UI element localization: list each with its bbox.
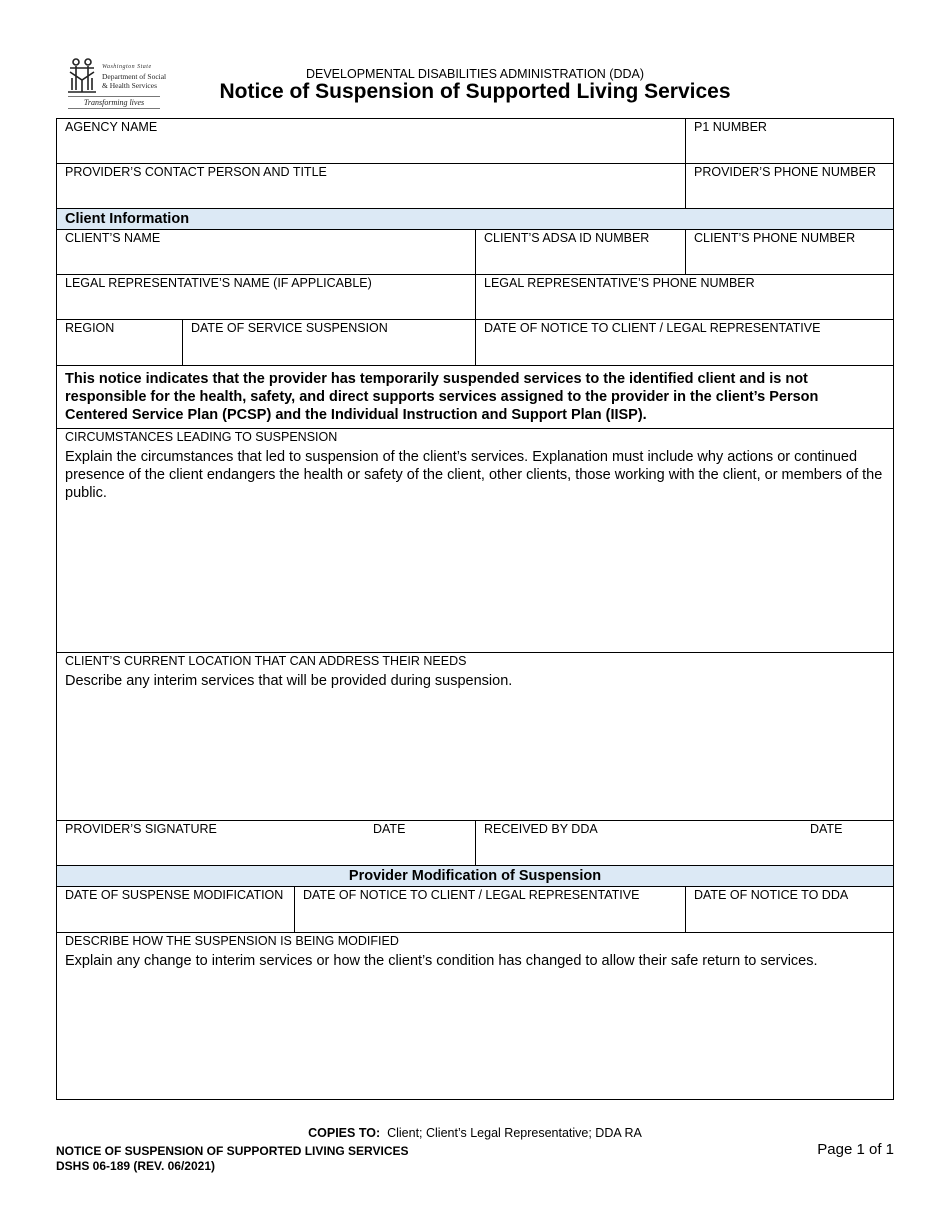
suspension-date-label: DATE OF SERVICE SUSPENSION (191, 321, 388, 335)
client-info-title: Client Information (65, 211, 190, 227)
modification-notice-dda-label: DATE OF NOTICE TO DDA (694, 888, 849, 902)
notice-date-label: DATE OF NOTICE TO CLIENT / LEGAL REPRESENTATIVE (484, 321, 821, 335)
provider-signature-field[interactable] (57, 821, 476, 865)
provider-phone-label: PROVIDER’S PHONE NUMBER (694, 165, 876, 179)
provider-phone-field[interactable] (685, 164, 893, 208)
describe-modification-label: DESCRIBE HOW THE SUSPENSION IS BEING MODIFIED (65, 934, 399, 948)
notice-date-field[interactable] (475, 320, 893, 365)
current-location-label: CLIENT’S CURRENT LOCATION THAT CAN ADDRESS THEIR NEEDS (65, 654, 467, 668)
dshs-logo-mark-icon (64, 56, 100, 96)
notice-statement (57, 366, 893, 429)
suspense-modification-date-label: DATE OF SUSPENSE MODIFICATION (65, 888, 284, 902)
provider-signature-date-label: DATE (373, 822, 406, 836)
client-phone-field[interactable] (685, 230, 893, 274)
suspension-form (56, 118, 894, 1100)
agency-name-heading: DEVELOPMENTAL DISABILITIES ADMINISTRATION (DDA) (305, 67, 645, 81)
row-agency (57, 119, 893, 164)
logo-dept-line2: & Health Services (102, 81, 157, 90)
describe-modification-field[interactable] (57, 933, 893, 1099)
modification-header (57, 866, 893, 887)
received-by-dda-field[interactable] (475, 821, 893, 865)
agency-name-label: AGENCY NAME (65, 120, 158, 134)
client-adsa-id-label: CLIENT’S ADSA ID NUMBER (484, 231, 650, 245)
legal-rep-phone-label: LEGAL REPRESENTATIVE’S PHONE NUMBER (484, 276, 755, 290)
client-adsa-id-field[interactable] (475, 230, 686, 274)
legal-rep-name-label: LEGAL REPRESENTATIVE’S NAME (IF APPLICABLE) (65, 276, 372, 290)
legal-rep-phone-field[interactable] (475, 275, 893, 319)
copies-to (200, 1126, 750, 1140)
copies-to-text: Client; Client’s Legal Representative; DDA RA (387, 1126, 642, 1140)
suspense-modification-date-field[interactable] (57, 887, 295, 932)
row-legal-rep (57, 275, 893, 320)
contact-person-field[interactable] (57, 164, 686, 208)
circumstances-field[interactable] (57, 429, 893, 653)
current-location-instructions: Describe any interim services that will be provided during suspension. (65, 673, 513, 689)
row-modification-dates (57, 887, 893, 933)
modification-notice-client-field[interactable] (294, 887, 686, 932)
logo-state: Washington State (102, 64, 152, 70)
current-location-field[interactable] (57, 653, 893, 821)
logo-dept-line1: Department of Social (102, 72, 167, 81)
client-info-header (57, 209, 893, 230)
contact-person-label: PROVIDER’S CONTACT PERSON AND TITLE (65, 165, 327, 179)
legal-rep-name-field[interactable] (57, 275, 476, 319)
form-name: NOTICE OF SUSPENSION OF SUPPORTED LIVING SERVICES (56, 1144, 409, 1158)
logo-tagline: Transforming lives (68, 96, 160, 109)
modification-notice-client-label: DATE OF NOTICE TO CLIENT / LEGAL REPRESENTATIVE (303, 888, 640, 902)
region-label: REGION (65, 321, 115, 335)
row-client-name (57, 230, 893, 275)
provider-signature-label: PROVIDER’S SIGNATURE (65, 822, 217, 836)
circumstances-label: CIRCUMSTANCES LEADING TO SUSPENSION (65, 430, 338, 444)
p1-number-label: P1 NUMBER (694, 120, 767, 134)
page-title: Notice of Suspension of Supported Living Services (219, 80, 731, 103)
client-phone-label: CLIENT’S PHONE NUMBER (694, 231, 856, 245)
p1-number-field[interactable] (685, 119, 893, 163)
form-identifier (56, 1144, 409, 1174)
region-field[interactable] (57, 320, 183, 365)
agency-name-field[interactable] (57, 119, 686, 163)
client-name-field[interactable] (57, 230, 476, 274)
suspension-date-field[interactable] (182, 320, 476, 365)
copies-to-label: COPIES TO: (308, 1126, 381, 1140)
notice-text: This notice indicates that the provider has temporarily suspended services to the identified client and is not responsible for the health, safety, and direct supports services assigned to the provider in the client’s Person Centered Service Plan (PCSP) and the Individual Instruction and Support Plan (IISP). (65, 371, 819, 423)
row-signatures (57, 821, 893, 866)
modification-notice-dda-field[interactable] (685, 887, 893, 932)
client-name-label: CLIENT’S NAME (65, 231, 161, 245)
describe-modification-instructions: Explain any change to interim services or how the client’s condition has changed to allow their safe return to services. (65, 953, 818, 969)
dshs-logo (64, 56, 167, 112)
circumstances-instructions: Explain the circumstances that led to suspension of the client’s services. Explanation must include why actions or continued presence of the client endangers the health or safety of the client, other clients, those working with the client, or members of the public. (65, 449, 883, 501)
row-region (57, 320, 893, 366)
row-contact (57, 164, 893, 209)
modification-title: Provider Modification of Suspension (348, 868, 602, 884)
received-by-dda-label: RECEIVED BY DDA (484, 822, 598, 836)
page-number: Page 1 of 1 (817, 1141, 894, 1158)
received-date-label: DATE (810, 822, 843, 836)
form-number: DSHS 06-189 (REV. 06/2021) (56, 1159, 215, 1173)
